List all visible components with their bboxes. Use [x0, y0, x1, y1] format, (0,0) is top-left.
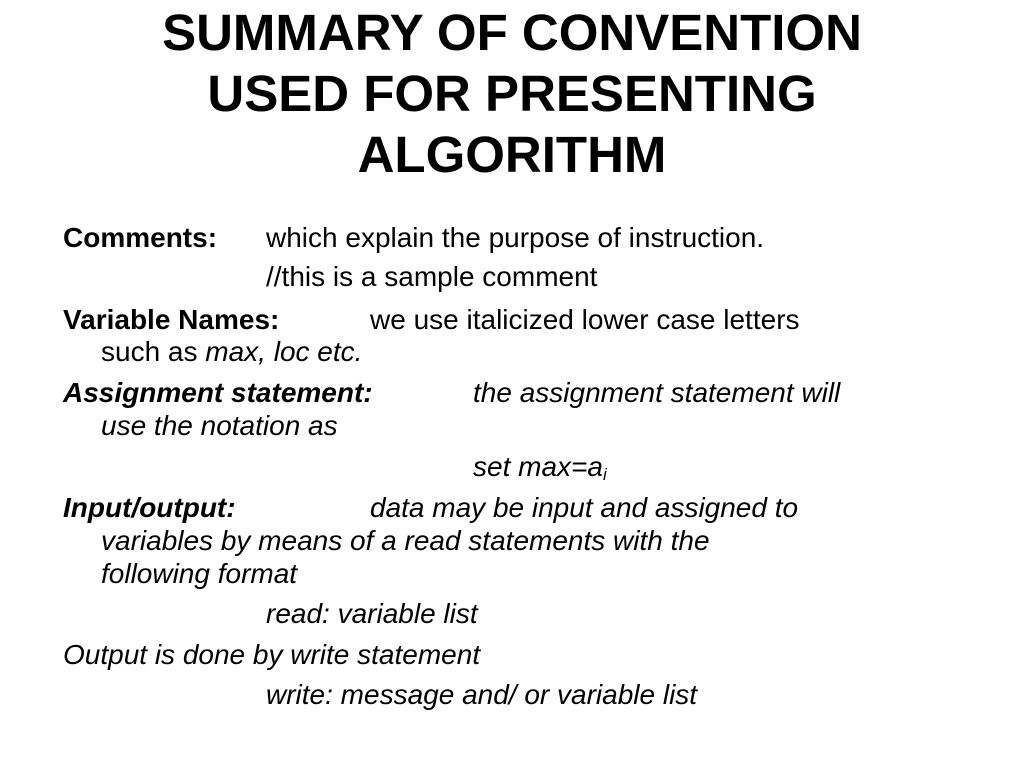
read-example: read: variable list: [266, 598, 478, 629]
write-example: write: message and/ or variable list: [266, 679, 698, 710]
comments-label: Comments:: [63, 222, 218, 253]
assignment-example: [473, 451, 607, 483]
variable-names-label: Variable Names:: [63, 304, 280, 335]
title-line-3: ALGORITHM: [357, 126, 667, 183]
title-line-2: USED FOR PRESENTING: [207, 65, 817, 122]
input-output-text-line-3: following format: [101, 558, 298, 589]
assignment-label: Assignment statement:: [63, 377, 373, 408]
assignment-text-line-1: the assignment statement will: [473, 377, 841, 408]
comments-example: //this is a sample comment: [266, 261, 598, 292]
variable-names-text-line-2: [101, 336, 362, 368]
assignment-text-line-2: use the notation as: [101, 410, 338, 441]
assignment-example-subscript: i: [602, 465, 607, 484]
variable-names-text-line-1: we use italicized lower case letters: [370, 304, 800, 335]
output-text: Output is done by write statement: [63, 639, 481, 670]
input-output-text-line-2: variables by means of a read statements with the: [101, 525, 710, 556]
variable-names-prefix: such as: [101, 336, 206, 367]
comments-text: which explain the purpose of instruction.: [266, 222, 765, 253]
input-output-text-line-1: data may be input and assigned to: [370, 492, 799, 523]
variable-names-example: max, loc etc.: [205, 336, 363, 367]
input-output-label: Input/output:: [63, 492, 236, 523]
assignment-example-main: set max=a: [473, 451, 603, 482]
title-line-1: SUMMARY OF CONVENTION: [162, 4, 862, 61]
